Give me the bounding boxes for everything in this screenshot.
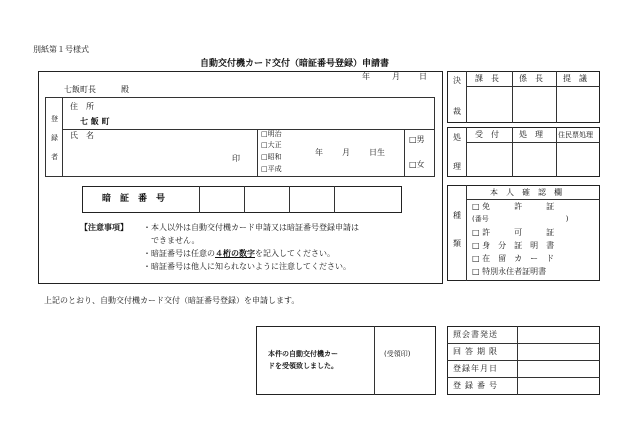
processing-header-reception: 受 付 bbox=[475, 130, 499, 139]
note-1: ・本人以外は自動交付機カード申請又は暗証番号登録申請は bbox=[143, 223, 359, 232]
receipt-text-1: 本件の自動交付機カー bbox=[268, 350, 338, 358]
dob-month-label: 月 bbox=[342, 148, 350, 157]
form-id: 別紙第１号様式 bbox=[33, 45, 89, 54]
receipt-seal: (受領印) bbox=[384, 350, 411, 358]
processing-header-resident-record: 住民票処理 bbox=[558, 131, 593, 139]
receipt-text-2: ドを受領致しました。 bbox=[268, 362, 338, 370]
dob-year-label: 年 bbox=[315, 148, 323, 157]
verification-side-2: 類 bbox=[453, 239, 461, 248]
form-title: 自動交付機カード交付（暗証番号登録）申請書 bbox=[200, 59, 390, 69]
log-registration-date: 登録年月日 bbox=[453, 364, 498, 373]
processing-header-process: 処 理 bbox=[519, 130, 543, 139]
era-taisho-checkbox[interactable]: □大正 bbox=[261, 141, 282, 149]
processing-side-2: 理 bbox=[453, 162, 461, 171]
date-month-label: 月 bbox=[392, 72, 400, 81]
verification-side-1: 種 bbox=[453, 211, 461, 220]
log-registration-number: 登録番号 bbox=[453, 381, 501, 390]
pin-digit-2[interactable] bbox=[245, 187, 288, 212]
registrant-side-2: 録 bbox=[51, 134, 58, 142]
sex-female-checkbox[interactable]: □女 bbox=[409, 160, 425, 169]
note-2-emphasis: ４桁の数字 bbox=[215, 249, 255, 258]
id-license-checkbox[interactable]: □ 免 許 証 bbox=[472, 202, 555, 211]
log-inquiry-sent: 照会書発送 bbox=[453, 330, 498, 339]
era-showa-checkbox[interactable]: □昭和 bbox=[261, 153, 282, 161]
registrant-side-3: 者 bbox=[51, 153, 58, 161]
date-day-label: 日 bbox=[419, 72, 427, 81]
note-1-cont: できません。 bbox=[143, 236, 200, 245]
addressee-honorific: 殿 bbox=[121, 85, 129, 94]
approval-header-section-chief: 課 長 bbox=[475, 74, 499, 83]
era-meiji-checkbox[interactable]: □明治 bbox=[261, 130, 282, 138]
address-field[interactable] bbox=[130, 113, 400, 127]
id-residence-card-checkbox[interactable]: □ 在 留 カ ー ド bbox=[472, 254, 555, 263]
era-heisei-checkbox[interactable]: □平成 bbox=[261, 165, 282, 173]
verification-title: 本 人 確 認 欄 bbox=[490, 188, 562, 197]
dob-day-label: 日生 bbox=[369, 148, 385, 157]
registrant-side-1: 登 bbox=[51, 115, 58, 123]
approval-header-proposal: 提 議 bbox=[563, 74, 587, 83]
pin-digit-3[interactable] bbox=[290, 187, 333, 212]
note-2: ・暗証番号は任意の４桁の数字を記入してください。 bbox=[143, 249, 335, 258]
pin-label: 暗 証 番 号 bbox=[102, 194, 166, 204]
sex-male-checkbox[interactable]: □男 bbox=[409, 135, 425, 144]
date-year-label: 年 bbox=[362, 72, 370, 81]
address-prefix: 七 飯 町 bbox=[80, 117, 110, 126]
id-license-number[interactable]: (番号 ) bbox=[472, 215, 569, 223]
addressee-mayor: 七飯町長 bbox=[64, 85, 96, 94]
approval-side-1: 決 bbox=[453, 76, 461, 85]
processing-side-1: 処 bbox=[453, 133, 461, 142]
id-permit-checkbox[interactable]: □ 許 可 証 bbox=[472, 228, 555, 237]
approval-header-unit-chief: 係 長 bbox=[519, 74, 543, 83]
id-identity-cert-checkbox[interactable]: □ 身 分 証 明 書 bbox=[472, 241, 555, 250]
id-special-permanent-checkbox[interactable]: □ 特別永住者証明書 bbox=[472, 267, 547, 276]
application-statement: 上記のとおり、自動交付機カード交付（暗証番号登録）を申請します。 bbox=[44, 296, 300, 305]
receipt-box bbox=[256, 326, 436, 395]
address-label: 住 所 bbox=[70, 102, 94, 111]
seal-mark: 印 bbox=[232, 154, 240, 163]
log-reply-deadline: 回答期限 bbox=[453, 347, 501, 356]
pin-digit-4[interactable] bbox=[335, 187, 401, 212]
note-3: ・暗証番号は他人に知られないように注意してください。 bbox=[143, 262, 351, 271]
notes-heading: 【注意事項】 bbox=[80, 223, 128, 232]
name-label: 氏 名 bbox=[70, 131, 94, 140]
name-field[interactable] bbox=[95, 140, 225, 170]
approval-side-2: 裁 bbox=[453, 107, 461, 116]
pin-digit-1[interactable] bbox=[200, 187, 243, 212]
